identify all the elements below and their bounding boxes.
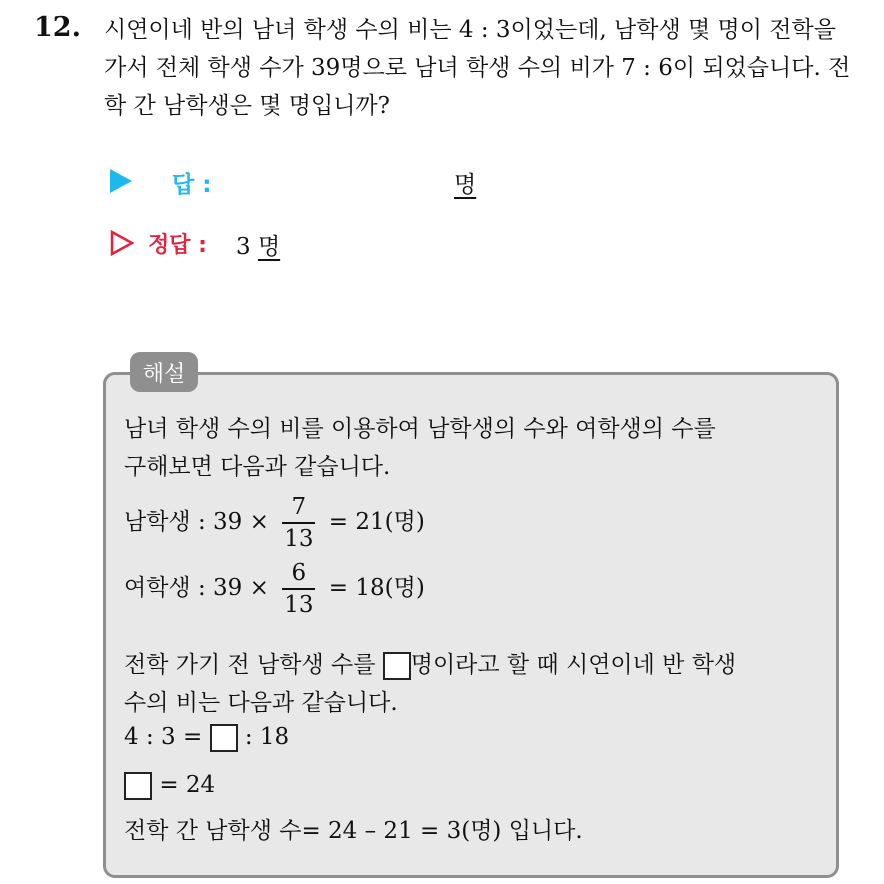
girls-result: = 18(명) (328, 575, 425, 601)
outline-triangle-icon (110, 230, 134, 256)
ratio-equation (124, 724, 289, 752)
correct-answer-row (110, 228, 710, 258)
play-triangle-icon (110, 169, 132, 193)
boys-fraction-numerator: 7 (291, 494, 307, 520)
boys-label: 남학생 : 39 × (124, 509, 269, 535)
boys-result: = 21(명) (328, 509, 425, 535)
correct-answer-label: 정답 : (148, 233, 207, 258)
question-number: 12. (34, 12, 81, 43)
correct-answer-unit: 명 (257, 234, 281, 260)
box-value-equation (124, 772, 215, 800)
explanation-line-5b: 명이라고 할 때 시연이네 반 학생 (410, 652, 737, 678)
girls-fraction-numerator: 6 (291, 560, 307, 586)
correct-answer-value (236, 228, 280, 261)
girls-label: 여학생 : 39 × (124, 575, 269, 601)
answer-label: 답 : (172, 172, 212, 198)
girls-fraction (282, 558, 315, 620)
boys-calculation (124, 492, 425, 554)
boys-fraction-denominator: 13 (284, 526, 314, 552)
blank-box (383, 652, 411, 680)
girls-fraction-denominator: 13 (284, 592, 314, 618)
ratio-right: : 18 (244, 724, 290, 750)
boys-fraction (282, 492, 315, 554)
final-calculation: 전학 간 남학생 수= 24 – 21 = 3(명) 입니다. (124, 818, 583, 844)
answer-unit: 명 (454, 172, 477, 198)
explanation-line-6: 수의 비는 다음과 같습니다. (124, 690, 398, 716)
girls-calculation (124, 558, 425, 620)
question-text: 시연이네 반의 남녀 학생 수의 비는 4 : 3이었는데, 남학생 몇 명이 전학을 가서 전체 학생 수가 39명으로 남녀 학생 수의 비가 7 : 6이 되었습니다. 전학 간 남학생은 몇 명입니까? (104, 17, 851, 119)
explanation-line-1: 남녀 학생 수의 비를 이용하여 남학생의 수와 여학생의 수를 (124, 416, 716, 442)
blank-box (210, 724, 238, 752)
answer-row (110, 166, 710, 196)
ratio-left: 4 : 3 = (124, 724, 203, 750)
explanation-tab: 해설 (130, 352, 198, 392)
explanation-line-5a: 전학 가기 전 남학생 수를 (124, 652, 376, 678)
explanation-line-2: 구해보면 다음과 같습니다. (124, 454, 391, 480)
explanation-line-5 (124, 646, 736, 680)
blank-box (124, 772, 152, 800)
correct-answer-number: 3 (236, 234, 251, 260)
box-result: = 24 (159, 772, 216, 798)
